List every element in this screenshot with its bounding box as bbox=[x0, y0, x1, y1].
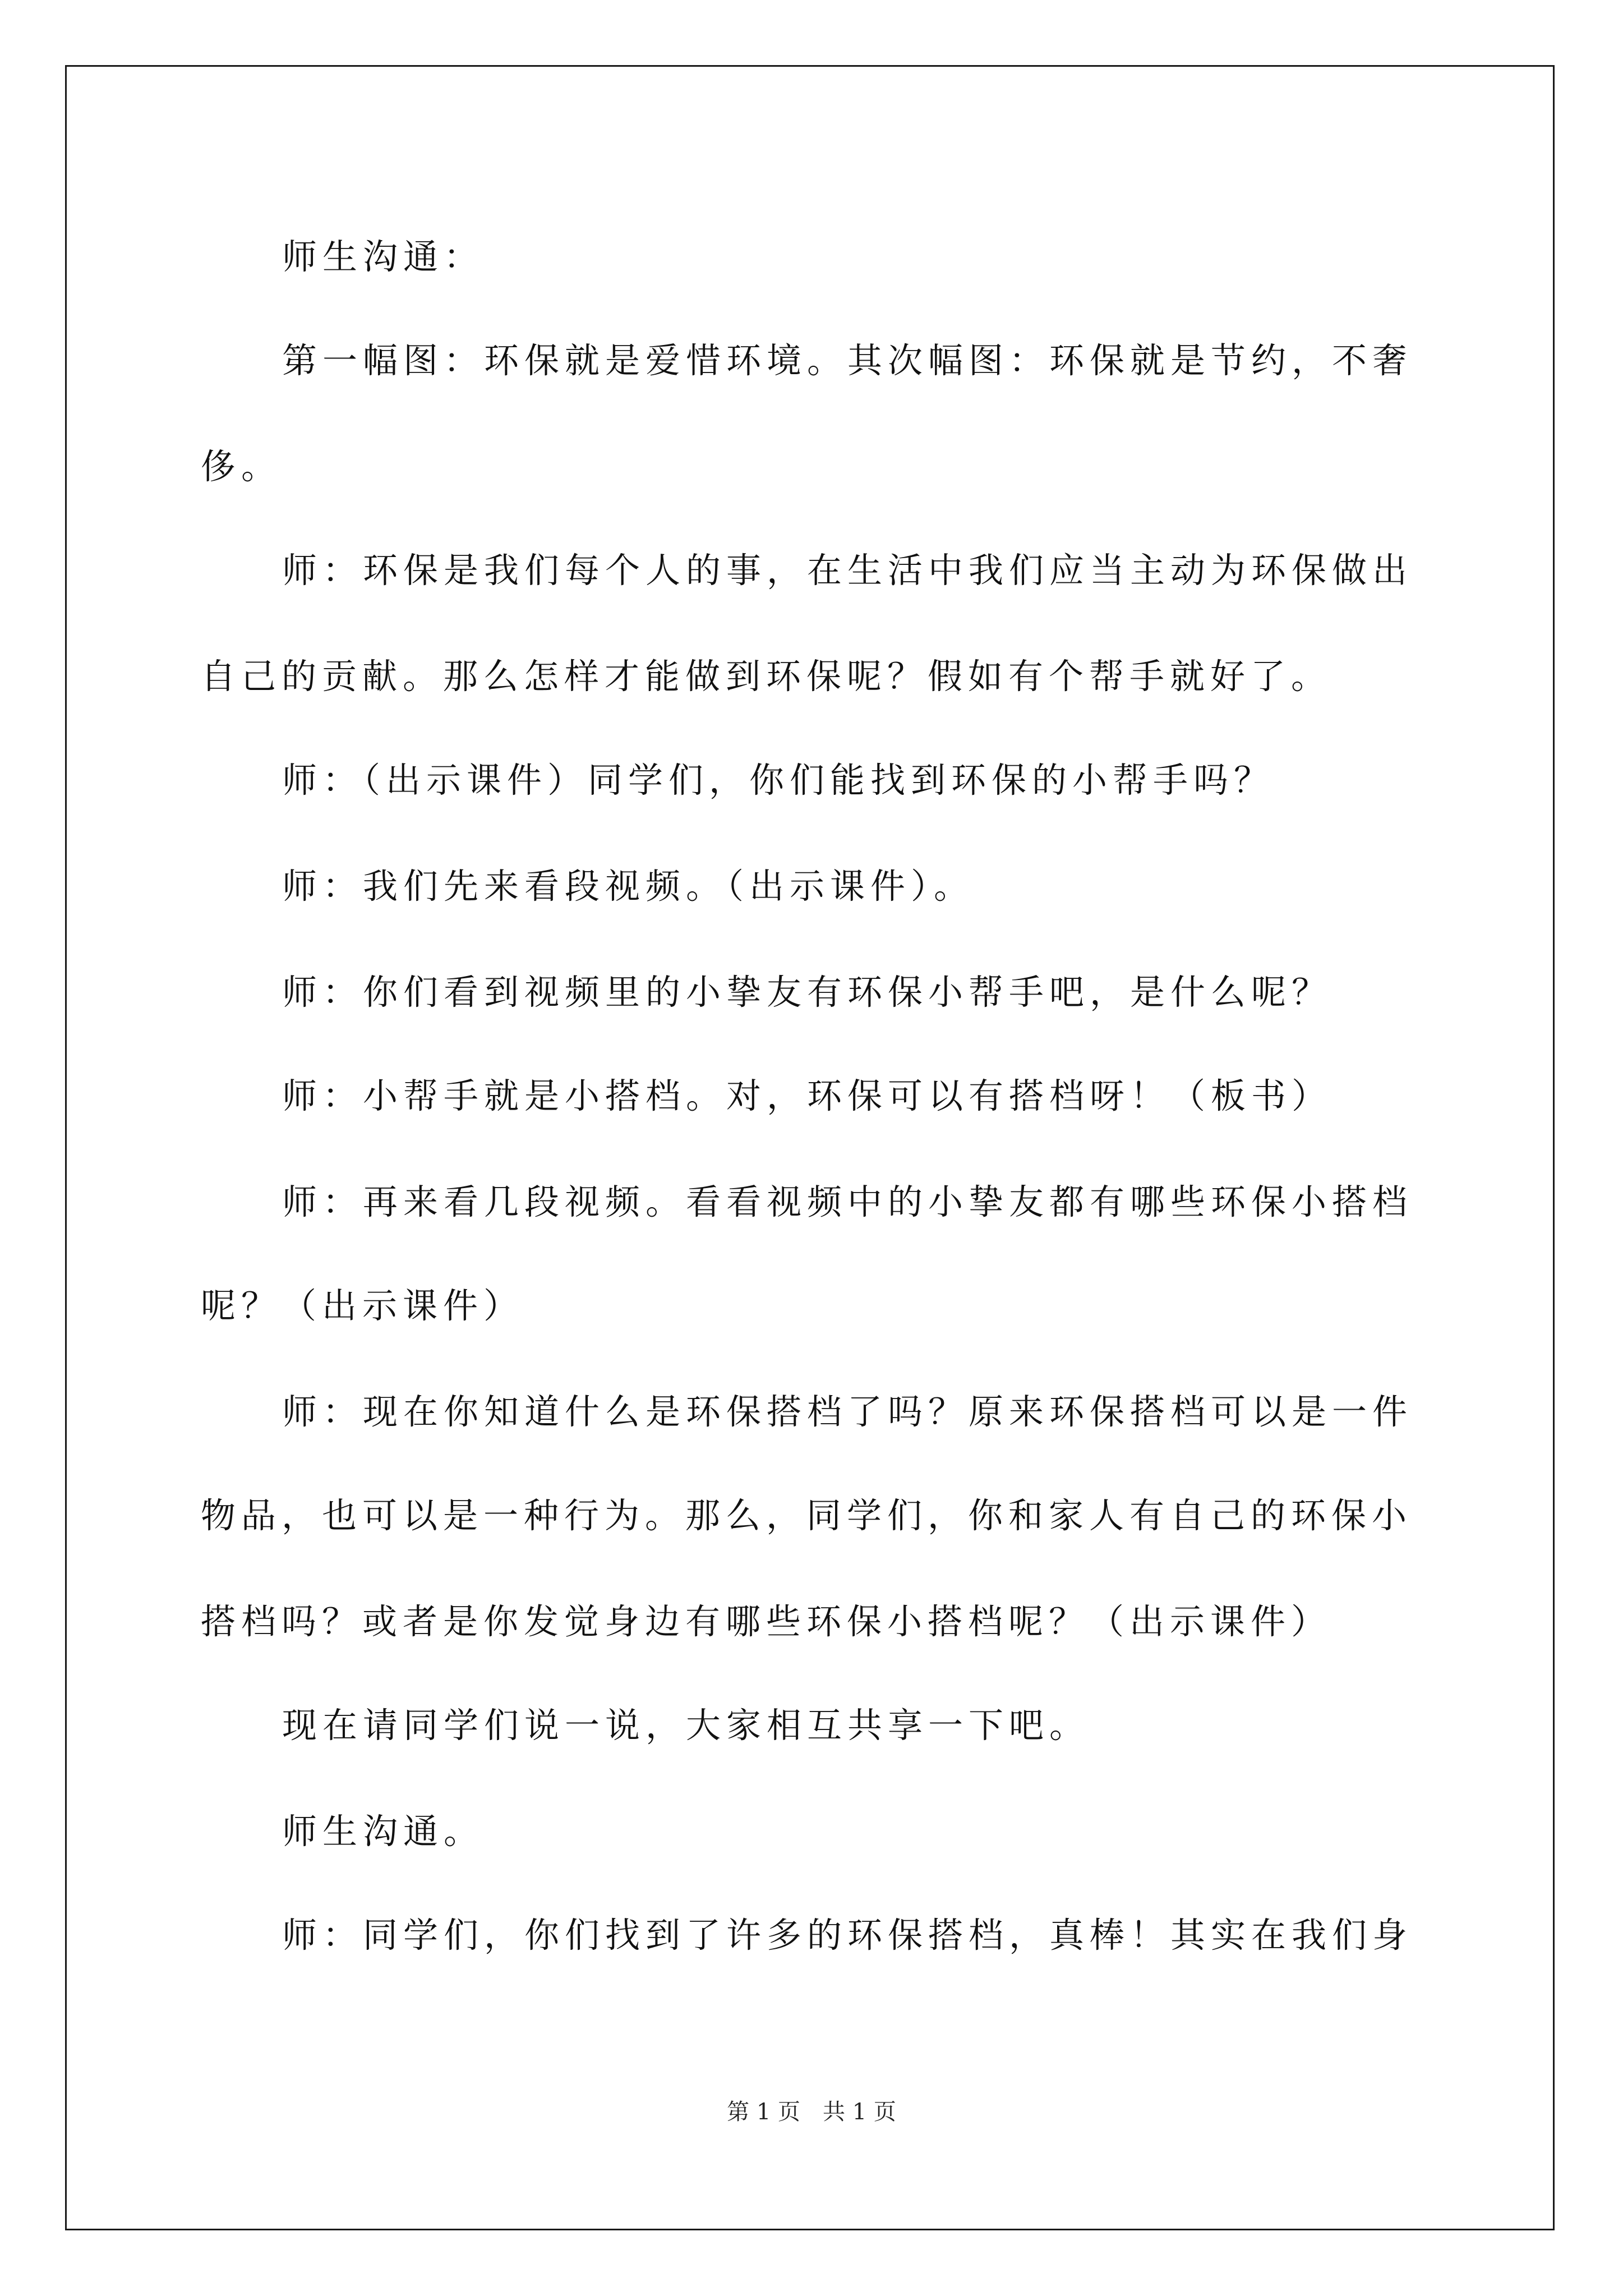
paragraph-line: 师：环保是我们每个人的事，在生活中我们应当主动为环保做出 bbox=[282, 550, 1413, 591]
paragraph-line: 自己的贡献。那么怎样才能做到环保呢？假如有个帮手就好了。 bbox=[201, 656, 1332, 697]
paragraph-line: 师：小帮手就是小搭档。对，环保可以有搭档呀！（板书） bbox=[282, 1075, 1332, 1116]
paragraph-line: 第一幅图：环保就是爱惜环境。其次幅图：环保就是节约，不奢 bbox=[282, 340, 1413, 381]
page-total: 共 1 页 bbox=[823, 2099, 896, 2125]
paragraph-line: 侈。 bbox=[201, 446, 282, 487]
paragraph-line: 师：现在你知道什么是环保搭档了吗？原来环保搭档可以是一件 bbox=[282, 1391, 1413, 1432]
paragraph-line: 现在请同学们说一说，大家相互共享一下吧。 bbox=[282, 1705, 1090, 1746]
paragraph-line: 师：我们先来看段视频。（出示课件）。 bbox=[282, 866, 975, 907]
paragraph-line: 师生沟通。 bbox=[282, 1811, 485, 1852]
page-footer bbox=[0, 2098, 1623, 2126]
paragraph-line: 师：（出示课件）同学们，你们能找到环保的小帮手吗？ bbox=[282, 760, 1275, 800]
paragraph-line: 呢？（出示课件） bbox=[201, 1285, 524, 1326]
page-number: 第 1 页 bbox=[727, 2099, 800, 2125]
paragraph-line: 师：你们看到视频里的小挚友有环保小帮手吧，是什么呢？ bbox=[282, 972, 1332, 1013]
paragraph-line: 物品，也可以是一种行为。那么，同学们，你和家人有自己的环保小 bbox=[201, 1495, 1413, 1536]
paragraph-line: 师：再来看几段视频。看看视频中的小挚友都有哪些环保小搭档 bbox=[282, 1181, 1413, 1222]
paragraph-line: 搭档吗？或者是你发觉身边有哪些环保小搭档呢？（出示课件） bbox=[201, 1601, 1332, 1642]
page-frame bbox=[65, 65, 1555, 2230]
paragraph-line: 师：同学们，你们找到了许多的环保搭档，真棒！其实在我们身 bbox=[282, 1915, 1413, 1955]
paragraph-line: 师生沟通： bbox=[282, 236, 485, 277]
